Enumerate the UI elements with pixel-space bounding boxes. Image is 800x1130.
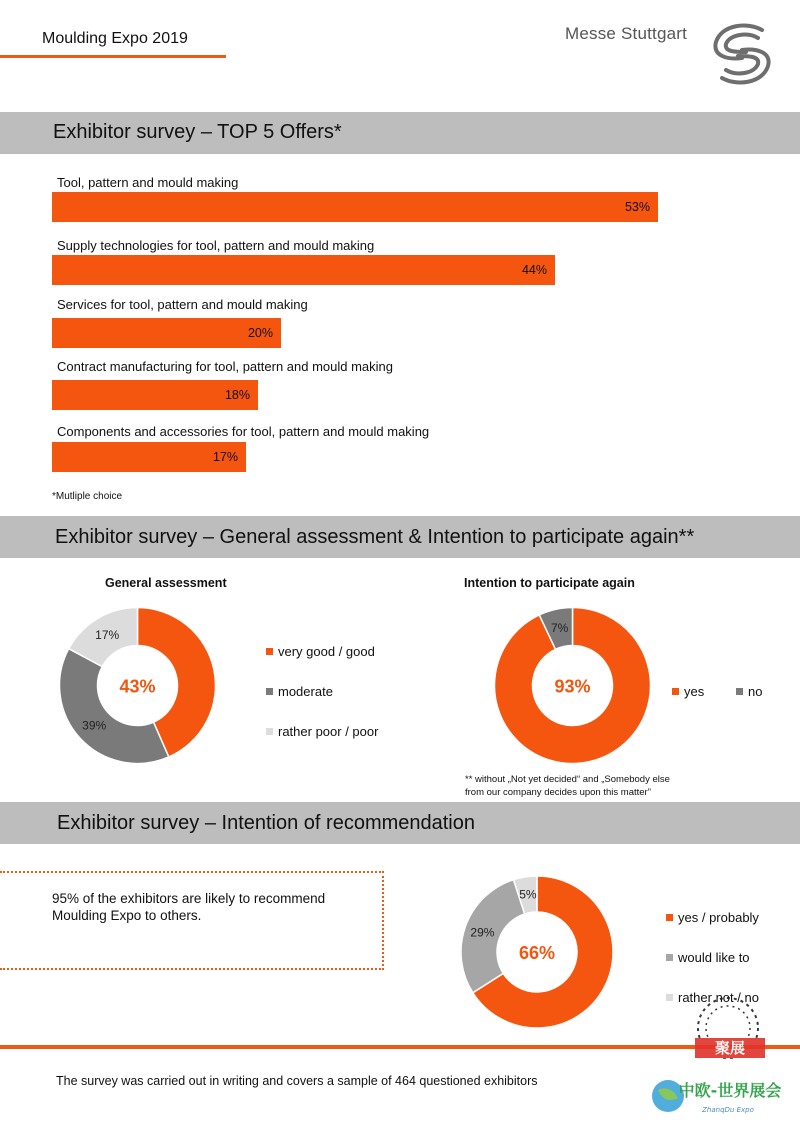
donut-recommendation <box>458 873 616 1031</box>
legend-item-very-good: very good / good <box>266 644 375 659</box>
legend-swatch <box>666 914 673 921</box>
chart-title-general-assessment: General assessment <box>105 576 227 590</box>
chart-title-intention-participate: Intention to participate again <box>464 576 635 590</box>
section-title-top5: Exhibitor survey – TOP 5 Offers* <box>53 121 342 143</box>
donut-slice-label: 29% <box>470 925 495 940</box>
legend-swatch <box>736 688 743 695</box>
legend-item-yes-probably: yes / probably <box>666 910 759 925</box>
header-accent-line <box>0 55 226 58</box>
bar-label: Contract manufacturing for tool, pattern and mould making <box>57 359 394 374</box>
donut-slice-label: 5% <box>519 887 537 902</box>
legend-item-rather-not: rather not / no <box>666 990 759 1005</box>
bar <box>52 255 555 285</box>
document-title: Moulding Expo 2019 <box>42 30 188 47</box>
watermark-text-2: 中欧-世界展会 <box>678 1081 782 1100</box>
bar-value-label: 18% <box>224 388 250 402</box>
messe-stuttgart-logo-icon <box>708 22 776 86</box>
section-band-recommendation <box>0 802 800 844</box>
bar-value-label: 20% <box>247 326 273 340</box>
bar-value-label: 44% <box>521 263 547 277</box>
donut-slice-label: 39% <box>82 718 107 733</box>
legend-item-yes: yes <box>672 684 704 699</box>
footer-sample-note: The survey was carried out in writing and covers a sample of 464 questioned exhibitors <box>56 1074 538 1088</box>
bar <box>52 442 246 472</box>
section-band-top5 <box>0 112 800 154</box>
recommendation-callout-text: 95% of the exhibitors are likely to recommend Moulding Expo to others. <box>52 891 326 923</box>
note-line-2: from our company decides upon this matter” <box>465 787 651 798</box>
donut-slice-label: 17% <box>95 627 120 642</box>
donut-center-label: 66% <box>518 943 556 963</box>
legend-swatch <box>266 648 273 655</box>
section-title-recommendation: Exhibitor survey – Intention of recommendation <box>57 812 475 834</box>
legend-item-no: no <box>736 684 762 699</box>
bar-label: Components and accessories for tool, pattern and mould making <box>57 424 430 439</box>
bar-label: Tool, pattern and mould making <box>57 175 239 190</box>
donut-slice <box>59 649 168 764</box>
bar <box>52 192 658 222</box>
legend-swatch <box>672 688 679 695</box>
footnote-multiple-choice: *Mutliple choice <box>52 491 123 502</box>
legend-swatch <box>266 688 273 695</box>
section-band-assessment <box>0 516 800 558</box>
legend-swatch <box>266 728 273 735</box>
donut-center-label: 43% <box>119 676 156 697</box>
note-line-1: ** without „Not yet decided“ and „Somebody else <box>465 774 670 785</box>
bar <box>52 380 258 410</box>
bar-label: Services for tool, pattern and mould making <box>57 297 308 312</box>
section-title-assessment: Exhibitor survey – General assessment & Intention to participate again** <box>55 526 695 548</box>
bar-value-label: 53% <box>624 200 650 214</box>
donut-center-label: 93% <box>554 676 591 697</box>
bar <box>52 318 281 348</box>
legend-item-moderate: moderate <box>266 684 333 699</box>
watermark-text-3: ZhanqDu Expo <box>702 1106 754 1114</box>
bar-label: Supply technologies for tool, pattern and mould making <box>57 238 375 253</box>
donut-general-assessment <box>55 603 220 768</box>
legend-item-would-like-to: would like to <box>666 950 750 965</box>
legend-swatch <box>666 954 673 961</box>
bar-value-label: 17% <box>212 450 238 464</box>
donut-slice-label: 7% <box>550 620 569 635</box>
donut-intention-participate <box>490 603 655 768</box>
brand-name: Messe Stuttgart <box>565 24 688 43</box>
legend-item-rather-poor: rather poor / poor <box>266 724 378 739</box>
watermark-text-1: 聚展 <box>714 1039 746 1057</box>
zhanqdu-expo-watermark <box>640 990 800 1130</box>
